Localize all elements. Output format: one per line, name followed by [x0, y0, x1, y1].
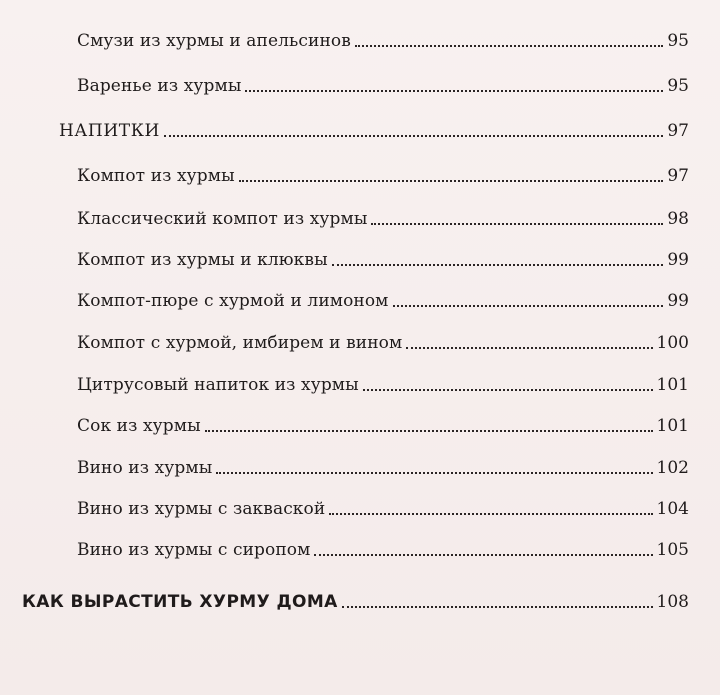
toc-entry [77, 449, 689, 479]
toc-entry-page: 101 [656, 416, 689, 436]
toc-entry-title: Компот-пюре с хурмой и лимоном [77, 291, 389, 311]
toc-entry-title: Варенье из хурмы [77, 76, 242, 96]
toc-entry-title: Компот из хурмы и клюквы [77, 250, 328, 270]
toc-entry-title: Компот из хурмы [77, 166, 235, 186]
toc-entry [77, 282, 689, 312]
toc-entry [77, 241, 689, 271]
toc-section-page: 97 [667, 121, 689, 141]
toc-entry-title: Вино из хурмы [77, 458, 213, 478]
dot-leader [239, 180, 664, 182]
toc-entry-title: Вино из хурмы с закваской [77, 499, 326, 519]
dot-leader [342, 606, 653, 608]
toc-entry-title: Сок из хурмы [77, 416, 201, 436]
toc-section [59, 112, 689, 142]
toc-entry-title: Компот с хурмой, имбирем и вином [77, 333, 403, 353]
dot-leader [406, 347, 652, 349]
toc-entry-page: 105 [656, 540, 689, 560]
toc-entry [77, 157, 689, 187]
toc-entry [77, 67, 689, 97]
dot-leader [314, 554, 652, 556]
dot-leader [216, 472, 652, 474]
toc-entry-page: 100 [656, 333, 689, 353]
toc-entry [77, 22, 689, 52]
dot-leader [329, 513, 652, 515]
dot-leader [205, 430, 653, 432]
toc-entry-page: 102 [656, 458, 689, 478]
dot-leader [363, 389, 653, 391]
dot-leader [355, 45, 663, 47]
toc-entry-title: Смузи из хурмы и апельсинов [77, 31, 351, 51]
toc-chapter-page: 108 [656, 592, 689, 612]
toc-entry-title: Вино из хурмы с сиропом [77, 540, 311, 560]
toc-entry [77, 200, 689, 230]
toc-chapter [22, 583, 689, 613]
toc-entry [77, 490, 689, 520]
toc-entry-page: 99 [667, 291, 689, 311]
toc-entry-page: 95 [667, 31, 689, 51]
toc-entry-page: 101 [656, 375, 689, 395]
toc-entry-page: 97 [667, 166, 689, 186]
dot-leader [393, 305, 664, 307]
toc-entry-title: Цитрусовый напиток из хурмы [77, 375, 359, 395]
toc-entry [77, 531, 689, 561]
dot-leader [371, 223, 663, 225]
toc-chapter-title: КАК ВЫРАСТИТЬ ХУРМУ ДОМА [22, 592, 338, 612]
toc-entry-title: Классический компот из хурмы [77, 209, 368, 229]
toc-section-title: НАПИТКИ [59, 121, 160, 141]
toc-entry [77, 324, 689, 354]
dot-leader [245, 90, 663, 92]
toc-entry-page: 99 [667, 250, 689, 270]
toc-entry-page: 95 [667, 76, 689, 96]
toc-entry [77, 366, 689, 396]
dot-leader [332, 264, 664, 266]
dot-leader [164, 135, 663, 137]
toc-entry [77, 407, 689, 437]
toc-entry-page: 104 [656, 499, 689, 519]
toc-entry-page: 98 [667, 209, 689, 229]
